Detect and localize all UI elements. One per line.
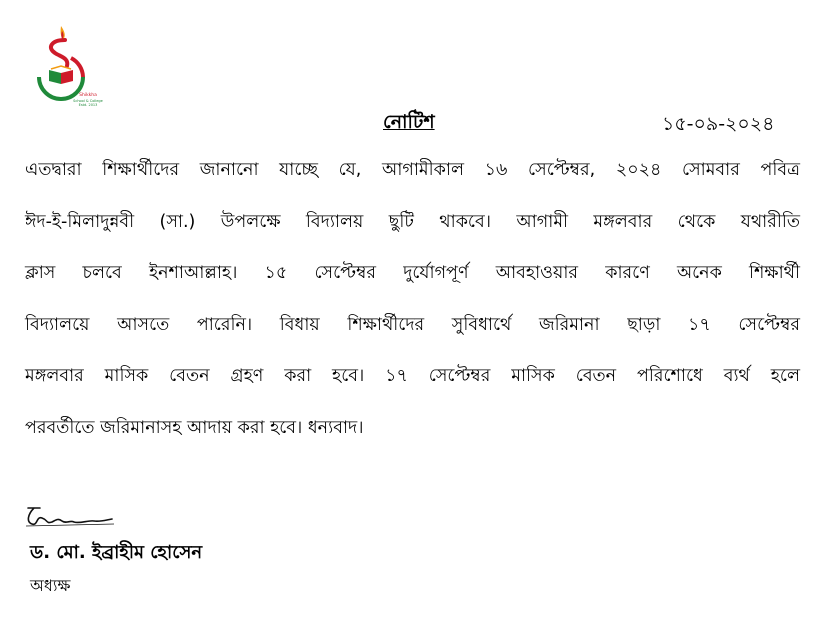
signer-title: অধ্যক্ষ [30, 576, 71, 595]
signature-icon [22, 500, 118, 532]
signature-image [22, 500, 118, 532]
notice-line: মঙ্গলবার মাসিক বেতন গ্রহণ করা হবে। ১৭ সেপ্টেম্বর মাসিক বেতন পরিশোধে ব্যর্থ হলে [25, 366, 800, 386]
notice-title: নোটিশ [383, 111, 435, 133]
notice-date: ১৫-০৯-২০২৪ [662, 113, 775, 135]
logo-caption: Shikkha School & College Estd. 2013 [73, 93, 103, 108]
notice-body [25, 145, 800, 454]
signer-name: ড. মো. ইব্রাহীম হোসেন [30, 542, 203, 563]
school-logo [25, 22, 103, 108]
notice-line: ক্লাস চলবে ইনশাআল্লাহ। ১৫ সেপ্টেম্বর দুর্যোগপূর্ণ আবহাওয়ার কারণে অনেক শিক্ষার্থী [25, 263, 800, 283]
notice-line: ঈদ-ই-মিলাদুন্নবী (সা.) উপলক্ষে বিদ্যালয় ছুটি থাকবে। আগামী মঙ্গলবার থেকে যথারীতি [25, 211, 800, 232]
notice-line: বিদ্যালয়ে আসতে পারেনি। বিধায় শিক্ষার্থীদের সুবিধার্থে জরিমানা ছাড়া ১৭ সেপ্টেম্বর [25, 314, 800, 335]
notice-line: এতদ্বারা শিক্ষার্থীদের জানানো যাচ্ছে যে, আগামীকাল ১৬ সেপ্টেম্বর, ২০২৪ সোমবার পবিত্র [25, 160, 800, 180]
notice-line: পরবর্তীতে জরিমানাসহ আদায় করা হবে। ধন্যবাদ। [25, 417, 364, 438]
